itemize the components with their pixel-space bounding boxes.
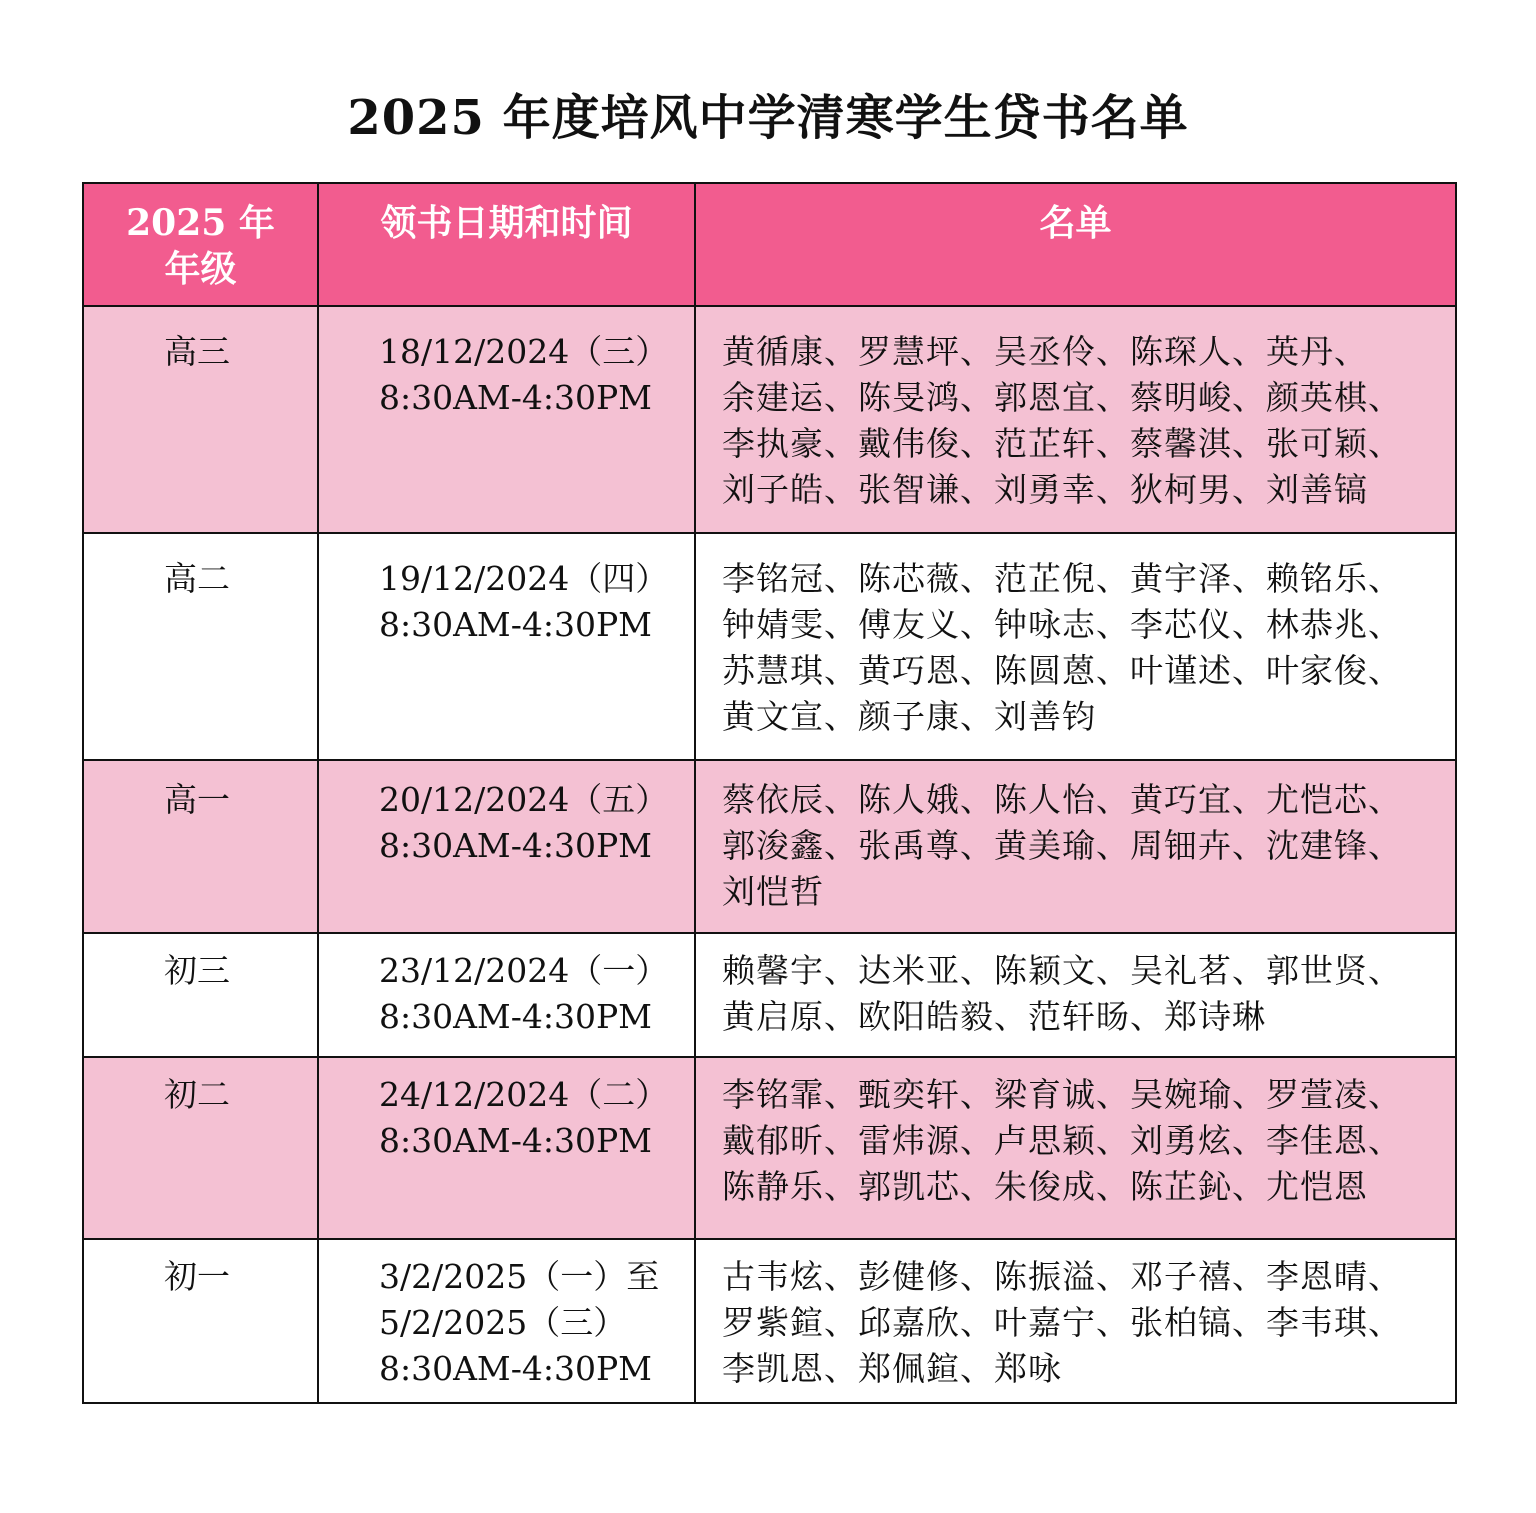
grade-cell: 初二 [83, 1057, 318, 1239]
names-line: 李铭冠、陈芯薇、范芷倪、黄宇泽、赖铭乐、 [722, 559, 1402, 598]
date-line: 18/12/2024（三） [379, 332, 669, 371]
grade-cell: 高二 [83, 533, 318, 760]
names-line: 戴郁昕、雷炜源、卢思颖、刘勇炫、李佳恩、 [722, 1121, 1402, 1160]
names-line: 古韦炫、彭健修、陈振溢、邓子禧、李恩晴、 [722, 1257, 1402, 1296]
grade-cell: 初一 [83, 1239, 318, 1403]
time-line: 8:30AM-4:30PM [379, 826, 652, 865]
names-cell [695, 306, 1456, 533]
header-grade [83, 183, 318, 306]
time-line: 8:30AM-4:30PM [379, 1349, 652, 1388]
date-line: 19/12/2024（四） [379, 559, 669, 598]
date-cell [318, 933, 695, 1057]
date-line: 23/12/2024（一） [379, 951, 669, 990]
student-list-table [82, 182, 1457, 1404]
names-line: 赖馨宇、达米亚、陈颖文、吴礼茗、郭世贤、 [722, 951, 1402, 990]
names-line: 刘子皓、张智谦、刘勇幸、狄柯男、刘善镐 [722, 470, 1368, 509]
table-row [83, 760, 1456, 933]
names-line: 郭浚鑫、张禹尊、黄美瑜、周钿卉、沈建锋、 [722, 826, 1402, 865]
date-line: 3/2/2025（一）至 [379, 1257, 660, 1296]
header-grade-line1: 2025 年 [126, 202, 275, 244]
names-line: 黄启原、欧阳皓毅、范轩旸、郑诗琳 [722, 997, 1266, 1036]
names-line: 黄文宣、颜子康、刘善钧 [722, 697, 1096, 736]
date-cell [318, 1057, 695, 1239]
table-row [83, 933, 1456, 1057]
time-line: 8:30AM-4:30PM [379, 1121, 652, 1160]
grade-cell: 高三 [83, 306, 318, 533]
date-cell [318, 1239, 695, 1403]
time-line: 8:30AM-4:30PM [379, 997, 652, 1036]
names-line: 罗紫鍹、邱嘉欣、叶嘉宁、张柏镐、李韦琪、 [722, 1303, 1402, 1342]
table-row [83, 533, 1456, 760]
names-line: 李铭霏、甄奕轩、梁育诚、吴婉瑜、罗萱凌、 [722, 1075, 1402, 1114]
names-line: 刘恺哲 [722, 872, 824, 911]
names-line: 苏慧琪、黄巧恩、陈圆蒽、叶谨述、叶家俊、 [722, 651, 1402, 690]
header-datetime: 领书日期和时间 [318, 183, 695, 306]
date-line: 20/12/2024（五） [379, 780, 669, 819]
date-line: 24/12/2024（二） [379, 1075, 669, 1114]
names-line: 余建运、陈旻鸿、郭恩宜、蔡明峻、颜英棋、 [722, 378, 1402, 417]
names-line: 黄循康、罗慧坪、吴丞伶、陈琛人、英丹、 [722, 332, 1368, 371]
grade-cell: 初三 [83, 933, 318, 1057]
date-cell [318, 306, 695, 533]
date-cell [318, 760, 695, 933]
names-line: 李凯恩、郑佩鍹、郑咏 [722, 1349, 1062, 1388]
grade-cell: 高一 [83, 760, 318, 933]
time-line: 8:30AM-4:30PM [379, 378, 652, 417]
time-line: 8:30AM-4:30PM [379, 605, 652, 644]
names-cell [695, 1057, 1456, 1239]
table-row [83, 1239, 1456, 1403]
names-line: 蔡依辰、陈人娥、陈人怡、黄巧宜、尤恺芯、 [722, 780, 1402, 819]
names-line: 李执豪、戴伟俊、范芷轩、蔡馨淇、张可颖、 [722, 424, 1402, 463]
table-row [83, 306, 1456, 533]
names-cell [695, 533, 1456, 760]
date-line: 5/2/2025（三） [379, 1303, 627, 1342]
names-line: 陈静乐、郭凯芯、朱俊成、陈芷鈊、尤恺恩 [722, 1167, 1368, 1206]
date-cell [318, 533, 695, 760]
table-header-row [83, 183, 1456, 306]
table-row [83, 1057, 1456, 1239]
names-cell [695, 760, 1456, 933]
header-grade-line2: 年级 [164, 248, 237, 290]
names-cell [695, 1239, 1456, 1403]
page-title: 2025 年度培风中学清寒学生贷书名单 [347, 90, 1189, 146]
names-line: 钟婧雯、傅友义、钟咏志、李芯仪、林恭兆、 [722, 605, 1402, 644]
names-cell [695, 933, 1456, 1057]
header-names: 名单 [695, 183, 1456, 306]
